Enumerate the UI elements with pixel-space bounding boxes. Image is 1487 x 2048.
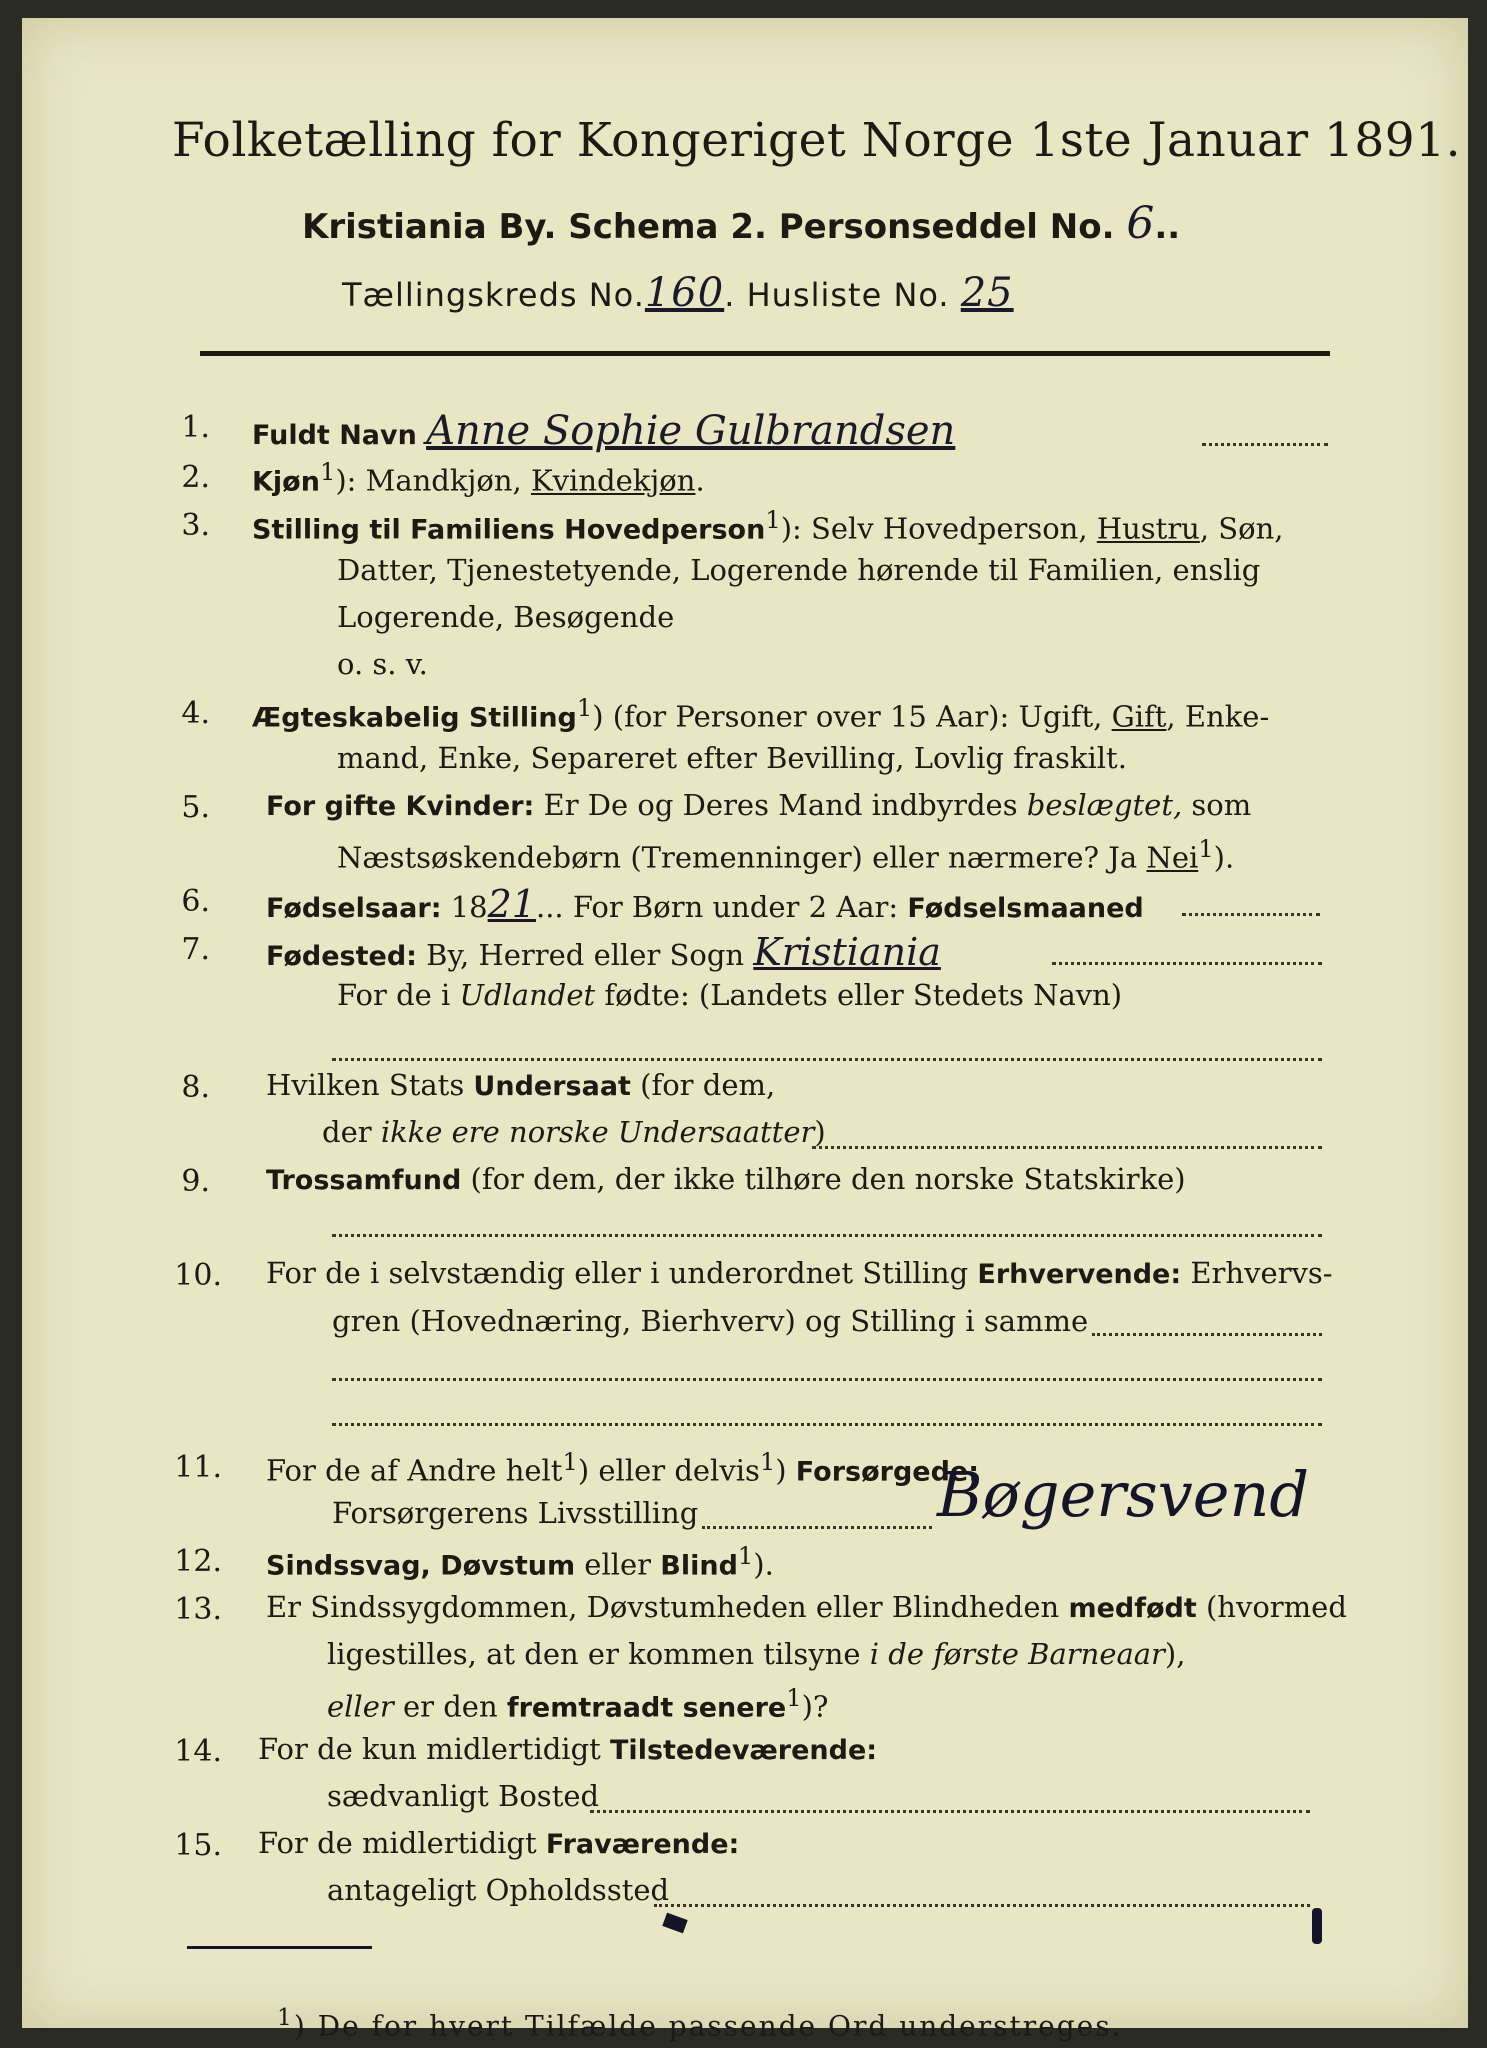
- item-text: Er De og Deres Mand indbyrdes: [534, 788, 1027, 822]
- item-15: [258, 1826, 739, 1860]
- item-10-line2: gren (Hovednæring, Bierhverv) og Stilling i samme: [332, 1304, 1089, 1338]
- item-14-line2: sædvanligt Bosted: [327, 1779, 600, 1813]
- item-text: som: [1182, 788, 1252, 822]
- item-text: .: [695, 463, 705, 498]
- item-label: Forsørgede:: [795, 1456, 980, 1488]
- footnote-ref: 1: [765, 506, 781, 534]
- item-italic: eller: [327, 1689, 394, 1724]
- footnote: [277, 2003, 1122, 2042]
- item-13-line3: [327, 1684, 828, 1724]
- item-label: Fødested:: [266, 941, 417, 972]
- fill-line: [654, 1904, 1310, 1907]
- item-6: Fødselsaar: 1821... For Børn under 2 Aar: Fødselsmaaned: [266, 882, 1144, 926]
- footnote-ref: 1: [562, 1448, 578, 1476]
- husliste-number: 25: [960, 270, 1014, 316]
- ink-mark: [662, 1913, 687, 1934]
- birthplace-value: Kristiania: [753, 930, 941, 974]
- item-4-line2: mand, Enke, Separeret efter Bevilling, Lovlig fraskilt.: [337, 741, 1127, 775]
- ink-mark: [1312, 1908, 1322, 1944]
- item-text: ): Mandkjøn,: [335, 463, 531, 498]
- item-5: [266, 788, 1251, 822]
- item-text: fødte: (Landets eller Stedets Navn): [595, 978, 1123, 1012]
- item-11: [266, 1448, 979, 1488]
- item-text: For de i selvstændig eller i underordnet Stilling: [266, 1256, 978, 1290]
- item-text: For de midlertidigt: [258, 1826, 546, 1860]
- fill-line: [1092, 1333, 1322, 1336]
- item-label: Tilstedeværende:: [610, 1735, 878, 1766]
- item-text: Erhvervs-: [1181, 1256, 1333, 1290]
- item-label: Fuldt Navn: [252, 420, 417, 451]
- item-number: 11.: [174, 1450, 222, 1485]
- item-text: Er Sindssygdommen, Døvstumheden eller Blindheden: [266, 1590, 1069, 1624]
- item-number: 14.: [174, 1734, 222, 1769]
- personseddel-number: 6: [1126, 198, 1155, 249]
- item-3-line3: Logerende, Besøgende: [337, 600, 675, 634]
- item-text: ) eller delvis: [577, 1453, 760, 1488]
- item-number: 7.: [181, 932, 210, 967]
- item-text: , Enke-: [1166, 699, 1270, 734]
- item-label: Undersaat: [473, 1071, 631, 1102]
- item-8-line2: [322, 1115, 826, 1149]
- item-label: Trossamfund: [266, 1165, 462, 1196]
- item-13-line2: [327, 1637, 1185, 1671]
- item-number: 15.: [174, 1828, 222, 1863]
- fill-line: [332, 1378, 1322, 1381]
- item-number: 8.: [181, 1070, 210, 1105]
- underlined-choice: Nei: [1146, 840, 1199, 875]
- item-5-line2: [337, 835, 1234, 875]
- year-prefix: 18: [441, 890, 488, 924]
- item-number: 4.: [181, 696, 210, 731]
- item-label: fremtraadt senere: [506, 1692, 787, 1724]
- item-text: For de i: [337, 978, 460, 1012]
- item-text: ) (for Personer over 15 Aar): Ugift,: [592, 699, 1112, 734]
- item-text: , Søn,: [1199, 511, 1284, 546]
- item-label: Blind: [660, 1550, 738, 1582]
- item-text: ): [814, 1115, 826, 1149]
- header-rule: [200, 351, 1330, 356]
- subtitle-prefix: Kristiania By. Schema 2. Personseddel No.: [302, 207, 1115, 247]
- provider-occupation-value: Bøgersvend: [937, 1458, 1310, 1531]
- item-italic: Udlandet: [459, 978, 596, 1012]
- fill-line: [702, 1526, 932, 1529]
- item-italic: i de første Barneaar: [869, 1637, 1165, 1671]
- underlined-choice: Hustru: [1096, 511, 1200, 546]
- item-label: For gifte Kvinder:: [266, 791, 535, 822]
- item-number: 3.: [181, 508, 210, 543]
- item-text: er den: [393, 1689, 507, 1724]
- item-number: 10.: [174, 1258, 222, 1293]
- item-label: Kjøn: [252, 466, 320, 498]
- item-text: ): Selv Hovedperson,: [780, 511, 1097, 546]
- item-text: For Børn under 2 Aar:: [563, 890, 908, 924]
- item-14: [258, 1732, 877, 1766]
- item-text: (hvormed: [1196, 1590, 1347, 1624]
- item-number: 13.: [174, 1592, 222, 1627]
- item-text: eller: [575, 1547, 661, 1582]
- item-text: Næstsøskendebørn (Tremenninger) eller nærmere? Ja: [337, 840, 1147, 875]
- item-number: 9.: [181, 1164, 210, 1199]
- item-label: Fraværende:: [545, 1829, 740, 1860]
- item-text: By, Herred eller Sogn: [416, 938, 745, 972]
- census-form: [22, 18, 1468, 2043]
- footnote-text: ) De for hvert Tilfælde passende Ord understreges.: [293, 2009, 1123, 2043]
- item-3-line2: Datter, Tjenestetyende, Logerende hørende til Familien, enslig: [337, 553, 1261, 587]
- item-number: 12.: [174, 1544, 222, 1579]
- item-text: ligestilles, at den er kommen tilsyne: [327, 1637, 870, 1671]
- fill-line: [590, 1810, 1310, 1813]
- footnote-ref: 1: [759, 1448, 776, 1476]
- item-text: )?: [801, 1689, 829, 1724]
- item-2: [252, 458, 705, 498]
- item-text: (for dem, der ikke tilhøre den norske Statskirke): [461, 1162, 1186, 1196]
- item-13: [266, 1590, 1347, 1624]
- husliste-label: Husliste No.: [746, 276, 950, 314]
- item-9: [266, 1162, 1186, 1196]
- item-number: 1.: [181, 410, 210, 445]
- fill-line: [812, 1146, 1322, 1149]
- item-label: Fødselsaar:: [266, 893, 442, 924]
- fill-line: [1182, 913, 1320, 916]
- item-text: ).: [753, 1547, 774, 1582]
- item-italic: beslægtet,: [1026, 788, 1183, 822]
- item-text: For de kun midlertidigt: [258, 1732, 611, 1766]
- footnote-ref: 1: [319, 458, 336, 486]
- item-12: [266, 1542, 774, 1582]
- item-4: [252, 694, 1269, 734]
- item-10: [266, 1256, 1333, 1290]
- fill-line: [332, 1423, 1322, 1426]
- item-number: 6.: [181, 884, 210, 919]
- underlined-choice: Gift: [1111, 699, 1167, 734]
- item-3-line4: o. s. v.: [337, 647, 428, 681]
- item-text: ).: [1213, 840, 1235, 875]
- fill-line: [1052, 962, 1322, 965]
- item-number: 2.: [181, 460, 210, 495]
- taellingskreds-label: Tællingskreds No.: [342, 276, 645, 314]
- item-label: Ægteskabelig Stilling: [252, 702, 577, 734]
- fill-line: [332, 1058, 1322, 1061]
- item-label: Erhvervende:: [977, 1259, 1182, 1290]
- item-3: [252, 506, 1284, 546]
- birth-year-value: 21: [487, 882, 536, 926]
- item-7-line2: [337, 978, 1122, 1012]
- item-15-line2: antageligt Opholdssted: [327, 1873, 670, 1907]
- footnote-ref: 1: [786, 1684, 802, 1712]
- item-number: 5.: [181, 790, 210, 825]
- item-italic: ikke ere norske Undersaatter: [380, 1115, 815, 1149]
- separator-line: [187, 1946, 372, 1949]
- item-label: Sindssvag, Døvstum: [266, 1550, 576, 1582]
- item-1: [252, 408, 955, 454]
- fill-line: [1202, 443, 1328, 446]
- item-text: For de af Andre helt: [266, 1453, 563, 1488]
- footnote-ref: 1: [1198, 835, 1214, 863]
- item-text: ): [775, 1453, 796, 1488]
- item-text: Hvilken Stats: [266, 1068, 474, 1102]
- item-text: der: [322, 1115, 381, 1149]
- footnote-marker: 1: [277, 2003, 294, 2031]
- item-label: Fødselsmaaned: [907, 893, 1144, 924]
- item-7: [266, 930, 941, 974]
- underlined-choice: Kvindekjøn: [531, 463, 696, 498]
- item-11-line2: Forsørgerens Livsstilling: [332, 1496, 699, 1530]
- fill-line: [332, 1234, 1322, 1237]
- item-text: ),: [1164, 1637, 1186, 1671]
- footnote-ref: 1: [737, 1542, 754, 1570]
- form-subtitle: Kristiania By. Schema 2. Personseddel No. 6..: [302, 198, 1181, 249]
- item-text: (for dem,: [630, 1068, 776, 1102]
- form-title: Folketælling for Kongeriget Norge 1ste Januar 1891.: [172, 113, 1462, 168]
- item-8: [266, 1068, 775, 1102]
- taellingskreds-number: 160: [644, 270, 725, 316]
- item-label: medfødt: [1068, 1593, 1197, 1624]
- form-district-line: Tællingskreds No.160. Husliste No. 25: [342, 270, 1014, 316]
- full-name-value: Anne Sophie Gulbrandsen: [426, 408, 956, 454]
- item-label: Stilling til Familiens Hovedperson: [252, 514, 766, 546]
- footnote-ref: 1: [576, 694, 593, 722]
